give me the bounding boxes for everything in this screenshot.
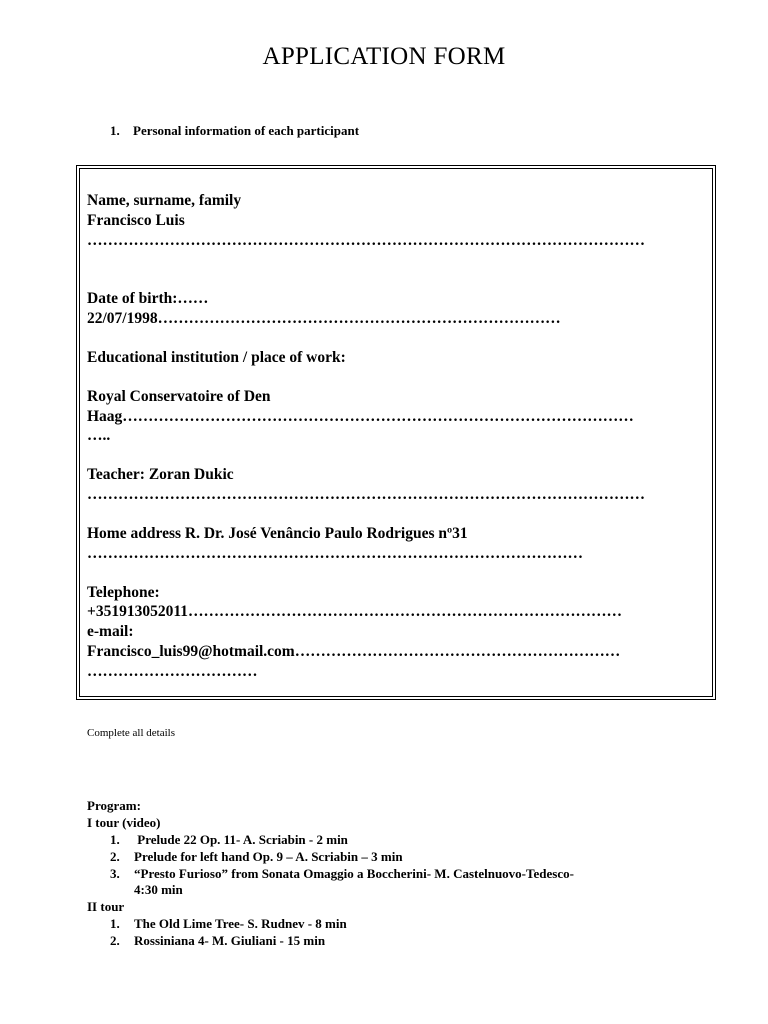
name-dots: ……………………………………………………………………………………………… [87, 232, 645, 249]
list-item [110, 831, 348, 848]
list-item [110, 865, 574, 882]
edu-value-line1: Royal Conservatoire of Den [87, 388, 271, 405]
list-item [110, 932, 325, 949]
phone-value: +351913052011………………………………………………………………………… [87, 603, 622, 620]
section-number: 1. [110, 123, 120, 138]
teacher-field: Teacher: Zoran Dukic [87, 466, 234, 483]
phone-label: Telephone: [87, 584, 160, 601]
email-label: e-mail: [87, 623, 134, 640]
section-label: Personal information of each participant [133, 123, 360, 138]
edu-value-line2: Haag……………………………………………………………………………………… [87, 408, 634, 425]
dob-label: Date of birth:…… [87, 290, 209, 307]
instruction-note: Complete all details [87, 727, 175, 739]
dob-value: 22/07/1998…………………………………………………………………… [87, 310, 561, 327]
list-item-continuation: 4:30 min [134, 882, 183, 897]
list-item-number: 1. [110, 832, 120, 847]
list-item-number: 2. [110, 849, 120, 864]
list-item-number: 3. [110, 866, 120, 881]
address-field: Home address R. Dr. José Venâncio Paulo Rodrigues nº31 [87, 525, 468, 542]
edu-label: Educational institution / place of work: [87, 349, 346, 366]
list-item-text: The Old Lime Tree- S. Rudnev - 8 min [134, 916, 347, 931]
list-item-text: Prelude 22 Op. 11- A. Scriabin - 2 min [134, 832, 348, 847]
name-value: Francisco Luis [87, 212, 185, 229]
list-item [110, 848, 403, 865]
list-item-number: 2. [110, 933, 120, 948]
list-item-number: 1. [110, 916, 120, 931]
email-value: Francisco_luis99@hotmail.com……………………………………………………… [87, 643, 621, 660]
list-item-text: “Presto Furioso” from Sonata Omaggio a Boccherini- M. Castelnuovo-Tedesco- [134, 866, 574, 881]
list-item [110, 915, 347, 932]
teacher-dots: ……………………………………………………………………………………………… [87, 486, 645, 503]
edu-value-line3: ….. [87, 427, 111, 444]
list-item-text: Prelude for left hand Op. 9 – A. Scriabin – 3 min [134, 849, 403, 864]
section-heading [110, 123, 359, 139]
tour1-label: I tour (video) [87, 815, 161, 830]
name-label: Name, surname, family [87, 192, 242, 209]
email-dots: …………………………… [87, 663, 258, 680]
address-dots: …………………………………………………………………………………… [87, 545, 583, 562]
tour2-label: II tour [87, 899, 125, 914]
list-item-text: Rossiniana 4- M. Giuliani - 15 min [134, 933, 326, 948]
program-heading: Program: [87, 798, 141, 813]
page-title: APPLICATION FORM [262, 43, 506, 70]
